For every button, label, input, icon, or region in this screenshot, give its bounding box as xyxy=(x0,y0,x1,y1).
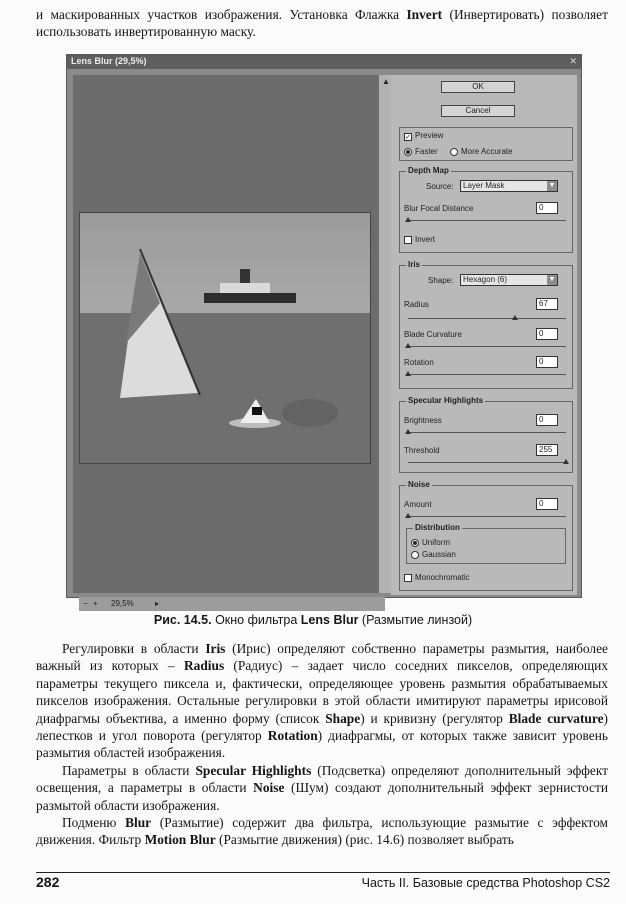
footer-rule xyxy=(36,872,610,873)
dialog-title: Lens Blur (29,5%) xyxy=(71,56,147,66)
noise-group xyxy=(399,480,573,591)
more-accurate-radio[interactable] xyxy=(450,148,458,156)
cancel-button[interactable]: Cancel xyxy=(441,105,515,117)
slider-knob[interactable] xyxy=(405,343,411,348)
paragraph-iris: Регулировки в области Iris (Ирис) определяют собственно параметры размытия, наиболее важный из которых – Radius (Радиус) – задает число соседних пикселов, определяющих параметры текущего пиксела и, фактически, определяющее уровень размытия обрабатываемых пикселов изображения. Остальные регулировки в этой области имитируют параметры ирисовой диафрагмы объектива, а именно форму (список Shape) и кривизну (регулятор Blade curvature) лепестков и угол поворота (регулятор Rotation) диафрагмы, от которых также зависит уровень размытия областей изображения. xyxy=(36,641,609,761)
chevron-down-icon: ▼ xyxy=(548,182,556,189)
invert-checkbox[interactable] xyxy=(404,236,412,244)
amount-slider[interactable] xyxy=(408,516,566,517)
blade-curvature-slider[interactable] xyxy=(408,346,566,347)
rotation-slider[interactable] xyxy=(408,374,566,375)
title-bar xyxy=(67,55,581,69)
invert-label: Invert xyxy=(415,235,436,244)
brightness-label: Brightness xyxy=(404,416,442,425)
amount-label: Amount xyxy=(404,500,432,509)
faster-radio[interactable] xyxy=(404,148,412,156)
blade-curvature-input[interactable]: 0 xyxy=(536,328,558,340)
focal-distance-label: Blur Focal Distance xyxy=(404,204,474,213)
focal-distance-input[interactable]: 0 xyxy=(536,202,558,214)
slider-knob[interactable] xyxy=(405,217,411,222)
source-label: Source: xyxy=(426,182,454,191)
gaussian-radio[interactable] xyxy=(411,551,419,559)
slider-knob[interactable] xyxy=(405,371,411,376)
brightness-slider[interactable] xyxy=(408,432,566,433)
amount-input[interactable]: 0 xyxy=(536,498,558,510)
specular-highlights-group xyxy=(399,396,573,473)
running-head: Часть II. Базовые средства Photoshop CS2 xyxy=(361,876,610,890)
scroll-up-icon[interactable]: ▲ xyxy=(382,77,390,86)
preview-label: Preview xyxy=(415,131,444,140)
zoom-level: 29,5% xyxy=(111,599,134,608)
iris-group xyxy=(399,260,573,389)
shape-select[interactable] xyxy=(460,274,558,286)
iris-title: Iris xyxy=(408,260,421,269)
rotation-label: Rotation xyxy=(404,358,434,367)
threshold-input[interactable]: 255 xyxy=(536,444,558,456)
uniform-radio[interactable] xyxy=(411,539,419,547)
preview-area xyxy=(73,75,379,608)
slider-knob[interactable] xyxy=(512,315,518,320)
zoom-menu-arrow[interactable]: ▸ xyxy=(155,599,160,608)
chevron-down-icon: ▼ xyxy=(548,276,556,283)
radius-label: Radius xyxy=(404,300,429,309)
zoom-out-button[interactable]: − xyxy=(83,599,88,608)
shape-value: Hexagon (6) xyxy=(463,275,508,284)
monochromatic-checkbox[interactable] xyxy=(404,574,412,582)
gaussian-label: Gaussian xyxy=(422,550,456,559)
slider-knob[interactable] xyxy=(405,513,411,518)
distribution-title: Distribution xyxy=(415,523,460,532)
source-select[interactable] xyxy=(460,180,558,192)
slider-knob[interactable] xyxy=(563,459,569,464)
preview-checkbox[interactable]: ✓ xyxy=(405,134,411,141)
lens-blur-dialog xyxy=(66,54,582,608)
faster-label: Faster xyxy=(415,147,438,156)
status-bar xyxy=(79,597,385,611)
preview-image xyxy=(79,212,371,464)
paragraph-blur: Подменю Blur (Размытие) содержит два фильтра, использующие размытие с эффектом движения. Фильтр Motion Blur (Размытие движения) (рис. 14.6) позволяет выбрать xyxy=(36,815,608,848)
source-value: Layer Mask xyxy=(463,181,505,190)
close-icon[interactable]: ✕ xyxy=(569,56,577,66)
threshold-label: Threshold xyxy=(404,446,440,455)
preview-group xyxy=(399,127,573,161)
monochromatic-label: Monochromatic xyxy=(415,573,470,582)
depth-map-title: Depth Map xyxy=(408,166,449,175)
radius-slider[interactable] xyxy=(408,318,566,319)
rotation-input[interactable]: 0 xyxy=(536,356,558,368)
zoom-in-button[interactable]: + xyxy=(93,599,98,608)
shape-label: Shape: xyxy=(428,276,454,285)
figure-caption: Рис. 14.5. Окно фильтра Lens Blur (Размытие линзой) xyxy=(153,613,473,627)
blade-curvature-label: Blade Curvature xyxy=(404,330,462,339)
threshold-slider[interactable] xyxy=(408,462,566,463)
specular-highlights-title: Specular Highlights xyxy=(408,396,484,405)
vertical-scrollbar[interactable] xyxy=(379,75,391,593)
brightness-input[interactable]: 0 xyxy=(536,414,558,426)
ok-button[interactable]: OK xyxy=(441,81,515,93)
options-panel xyxy=(391,75,577,595)
paragraph-specular: Параметры в области Specular Highlights (Подсветка) определяют дополнительный эффект освещения, а параметры в области Noise (Шум) создают дополнительный эффект зернистости размытой области изображения. xyxy=(36,763,608,813)
depth-map-group xyxy=(399,166,573,253)
photo-scene xyxy=(80,213,370,463)
distribution-group xyxy=(406,523,566,564)
intro-paragraph: и маскированных участков изображения. Установка Флажка Invert (Инвертировать) позволяет использовать инвертированную маску. xyxy=(36,7,608,40)
slider-knob[interactable] xyxy=(405,429,411,434)
radius-input[interactable]: 67 xyxy=(536,298,558,310)
page-number: 282 xyxy=(36,874,60,890)
uniform-label: Uniform xyxy=(422,538,451,547)
focal-distance-slider[interactable] xyxy=(408,220,566,221)
noise-title: Noise xyxy=(408,480,430,489)
more-accurate-label: More Accurate xyxy=(461,147,513,156)
